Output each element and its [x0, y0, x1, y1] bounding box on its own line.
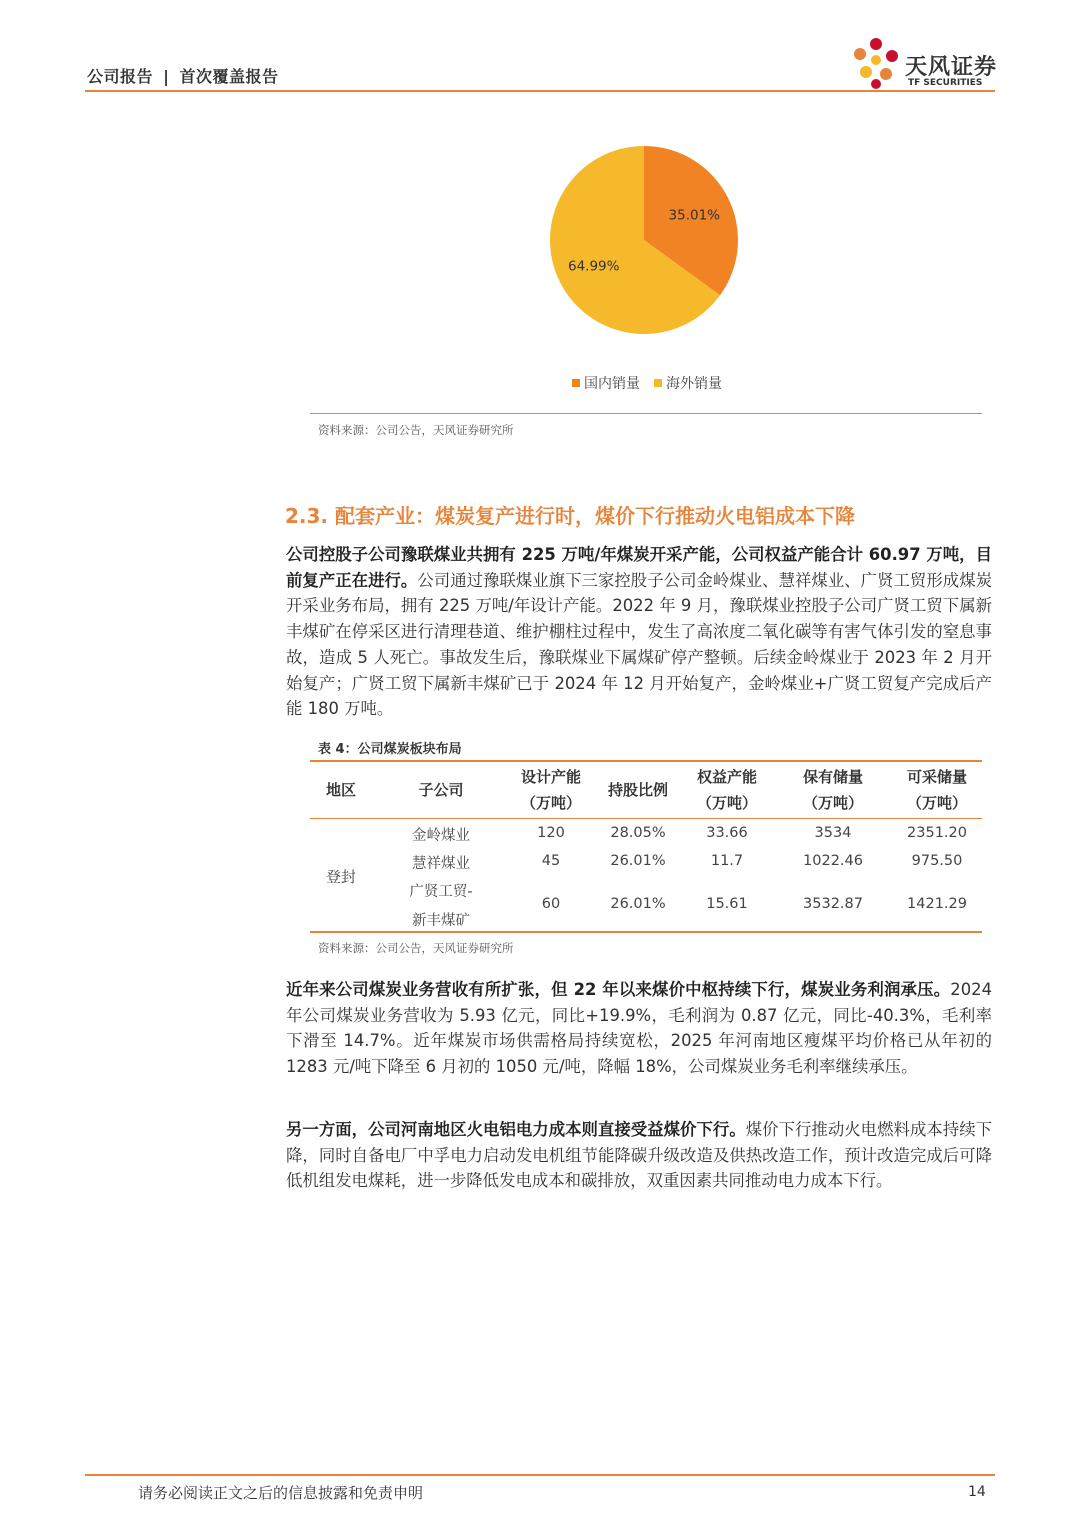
table-header-rule: [310, 818, 982, 819]
col-header-mineable: [892, 764, 982, 816]
page-number: 14: [968, 1484, 986, 1500]
cell-mineable: 1421.29: [907, 896, 967, 912]
cell-subsidiary: 金岭煤业: [412, 828, 470, 844]
col-header-equity-line1: 权益产能: [696, 768, 757, 786]
cell-mineable: 2351.20: [907, 825, 967, 841]
cell-capacity: 60: [541, 896, 561, 912]
footer-disclaimer: 请务必阅读正文之后的信息披露和免责申明: [138, 1484, 424, 1502]
paragraph-body: 2024 年公司煤炭业务营收为 5.93 亿元，同比+19.9%，毛利润为 0.87 亿元，同比-40.3%，毛利率下滑至 14.7%。近年煤炭市场供需格局持续宽松，2025 年河南地区瘦煤平均价格已从年初的 1283 元/吨下降至 6 月初的 1050 元/吨，降幅 18%，公司煤炭业务毛利率继续承压。: [286, 980, 992, 1077]
pie-label-overseas: 64.99%: [567, 258, 620, 275]
col-header-region: 地区: [325, 781, 356, 799]
cell-reserve: 1022.46: [803, 853, 863, 869]
figure-rule: [310, 413, 982, 414]
paragraph-coal-capacity: [286, 542, 992, 722]
logo-text-cn: 天风证券: [905, 55, 998, 80]
cell-region: 登封: [325, 868, 356, 886]
report-header: [87, 64, 279, 87]
sales-pie-chart: [548, 144, 740, 336]
cell-stake: 26.01%: [610, 853, 666, 869]
col-header-equity: [684, 764, 770, 816]
pie-label-domestic: 35.01%: [668, 207, 721, 224]
col-header-subsidiary: 子公司: [418, 781, 464, 799]
col-header-reserve-line1: 保有储量: [802, 768, 863, 786]
legend-label-overseas: 海外销量: [666, 376, 722, 392]
logo-text-en: TF SECURITIES: [908, 78, 983, 88]
paragraph-body: 公司通过豫联煤业旗下三家控股子公司金岭煤业、慧祥煤业、广贤工贸形成煤炭开采业务布局，拥有 225 万吨/年设计产能。2022 年 9 月，豫联煤业控股子公司广贤工贸下属新丰煤矿在停采区进行清理巷道、维护棚柱过程中，发生了高浓度二氧化碳等有害气体引发的窒息事故，造成 5 人死亡。事故发生后，豫联煤业下属煤矿停产整顿。后续金岭煤业于 2023 年 2 月开始复产；广贤工贸下属新丰煤矿已于 2024 年 12 月开始复产，金岭煤业+广贤工贸复产完成后产能 180 万吨。: [286, 570, 993, 719]
col-header-mineable-line1: 可采储量: [906, 768, 967, 786]
tf-logo-icon: [848, 36, 904, 92]
cell-equity: 15.61: [706, 896, 748, 912]
header-separator: |: [163, 67, 170, 86]
section-title-text: 配套产业：煤炭复产进行时，煤价下行推动火电铝成本下降: [335, 504, 855, 528]
paragraph-lead: 另一方面，公司河南地区火电铝电力成本则直接受益煤价下行。: [286, 1120, 746, 1139]
header-rule: [85, 90, 995, 92]
col-header-reserve-line2: （万吨）: [802, 794, 863, 812]
paragraph-power-cost: [286, 1117, 992, 1194]
cell-stake: 28.05%: [610, 825, 666, 841]
col-header-equity-line2: （万吨）: [696, 794, 757, 812]
section-title: [285, 500, 855, 529]
section-number: 2.3.: [285, 504, 329, 528]
report-type: 首次覆盖报告: [179, 67, 279, 86]
cell-subsidiary-line2: 新丰煤矿: [412, 913, 470, 929]
paragraph-lead: 近年来公司煤炭业务营收有所扩张，但 22 年以来煤价中枢持续下行，煤炭业务利润承压。: [286, 980, 951, 999]
cell-capacity: 120: [537, 825, 565, 841]
col-header-mineable-line2: （万吨）: [906, 794, 967, 812]
paragraph-body: 煤价下行推动火电燃料成本持续下降，同时自备电厂中孚电力启动发电机组节能降碳升级改造及供热改造工作，预计改造完成后可降低机组发电煤耗，进一步降低发电成本和碳排放，双重因素共同推动电力成本下行。: [286, 1120, 993, 1191]
col-header-capacity-line2: （万吨）: [520, 794, 581, 812]
legend-item-overseas: [654, 373, 722, 393]
cell-reserve: 3534: [814, 825, 852, 841]
paragraph-coal-revenue: [286, 977, 992, 1080]
col-header-stake: 持股比例: [607, 781, 668, 799]
col-header-reserve: [788, 764, 878, 816]
cell-equity: 11.7: [710, 853, 744, 869]
cell-capacity: 45: [541, 853, 561, 869]
table-top-rule: [310, 760, 982, 762]
footer-rule: [85, 1474, 995, 1476]
cell-reserve: 3532.87: [803, 896, 863, 912]
col-header-capacity-line1: 设计产能: [520, 768, 581, 786]
legend-swatch-overseas: [654, 379, 662, 387]
report-category: 公司报告: [87, 67, 154, 86]
table-bottom-rule: [310, 931, 982, 933]
cell-subsidiary: 慧祥煤业: [412, 856, 470, 872]
table-title: 表 4：公司煤炭板块布局: [318, 742, 462, 757]
legend-label-domestic: 国内销量: [584, 376, 640, 392]
cell-stake: 26.01%: [610, 896, 666, 912]
figure-source: 资料来源：公司公告，天风证券研究所: [318, 423, 514, 437]
col-header-capacity: [508, 764, 594, 816]
cell-subsidiary-line1: 广贤工贸-: [409, 884, 473, 900]
paragraph-lead: 公司控股子公司豫联煤业共拥有 225 万吨/年煤炭开采产能，公司权益产能合计 60.97 万吨，目前复产正在进行。: [286, 545, 992, 590]
cell-mineable: 975.50: [911, 853, 963, 869]
legend-swatch-domestic: [572, 379, 580, 387]
table-source: 资料来源：公司公告，天风证券研究所: [318, 941, 514, 955]
legend-item-domestic: [572, 373, 640, 393]
cell-equity: 33.66: [706, 825, 748, 841]
